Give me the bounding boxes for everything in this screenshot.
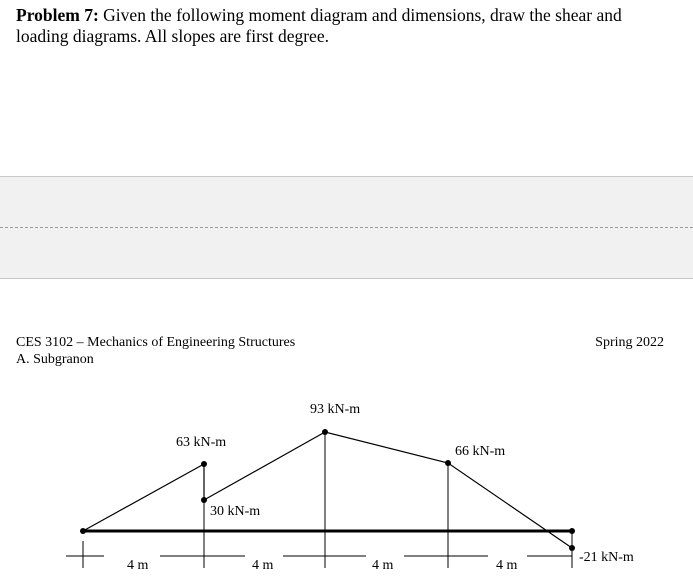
point-neg21 bbox=[569, 545, 575, 551]
instructor-name: A. Subgranon bbox=[16, 352, 94, 367]
point-start bbox=[80, 528, 86, 534]
span-label-4: 4 m bbox=[496, 558, 518, 573]
course-title: CES 3102 – Mechanics of Engineering Structures bbox=[16, 335, 296, 350]
term-label: Spring 2022 bbox=[595, 335, 664, 350]
problem-label: Problem 7: bbox=[16, 5, 99, 25]
span-label-3: 4 m bbox=[372, 558, 394, 573]
span-label-2: 4 m bbox=[252, 558, 274, 573]
label-30: 30 kN-m bbox=[210, 504, 261, 519]
point-66 bbox=[445, 460, 451, 466]
label-66: 66 kN-m bbox=[455, 444, 506, 459]
problem-text: Given the following moment diagram and dimensions, draw the shear and loading diagrams. All slopes are first degree. bbox=[16, 5, 622, 46]
point-30 bbox=[201, 497, 207, 503]
point-93 bbox=[322, 429, 328, 435]
span-label-1: 4 m bbox=[127, 558, 149, 573]
point-63 bbox=[201, 461, 207, 467]
point-end-beam bbox=[569, 528, 575, 534]
label-neg21: -21 kN-m bbox=[579, 550, 634, 565]
label-93: 93 kN-m bbox=[310, 402, 361, 417]
label-63: 63 kN-m bbox=[176, 435, 227, 450]
